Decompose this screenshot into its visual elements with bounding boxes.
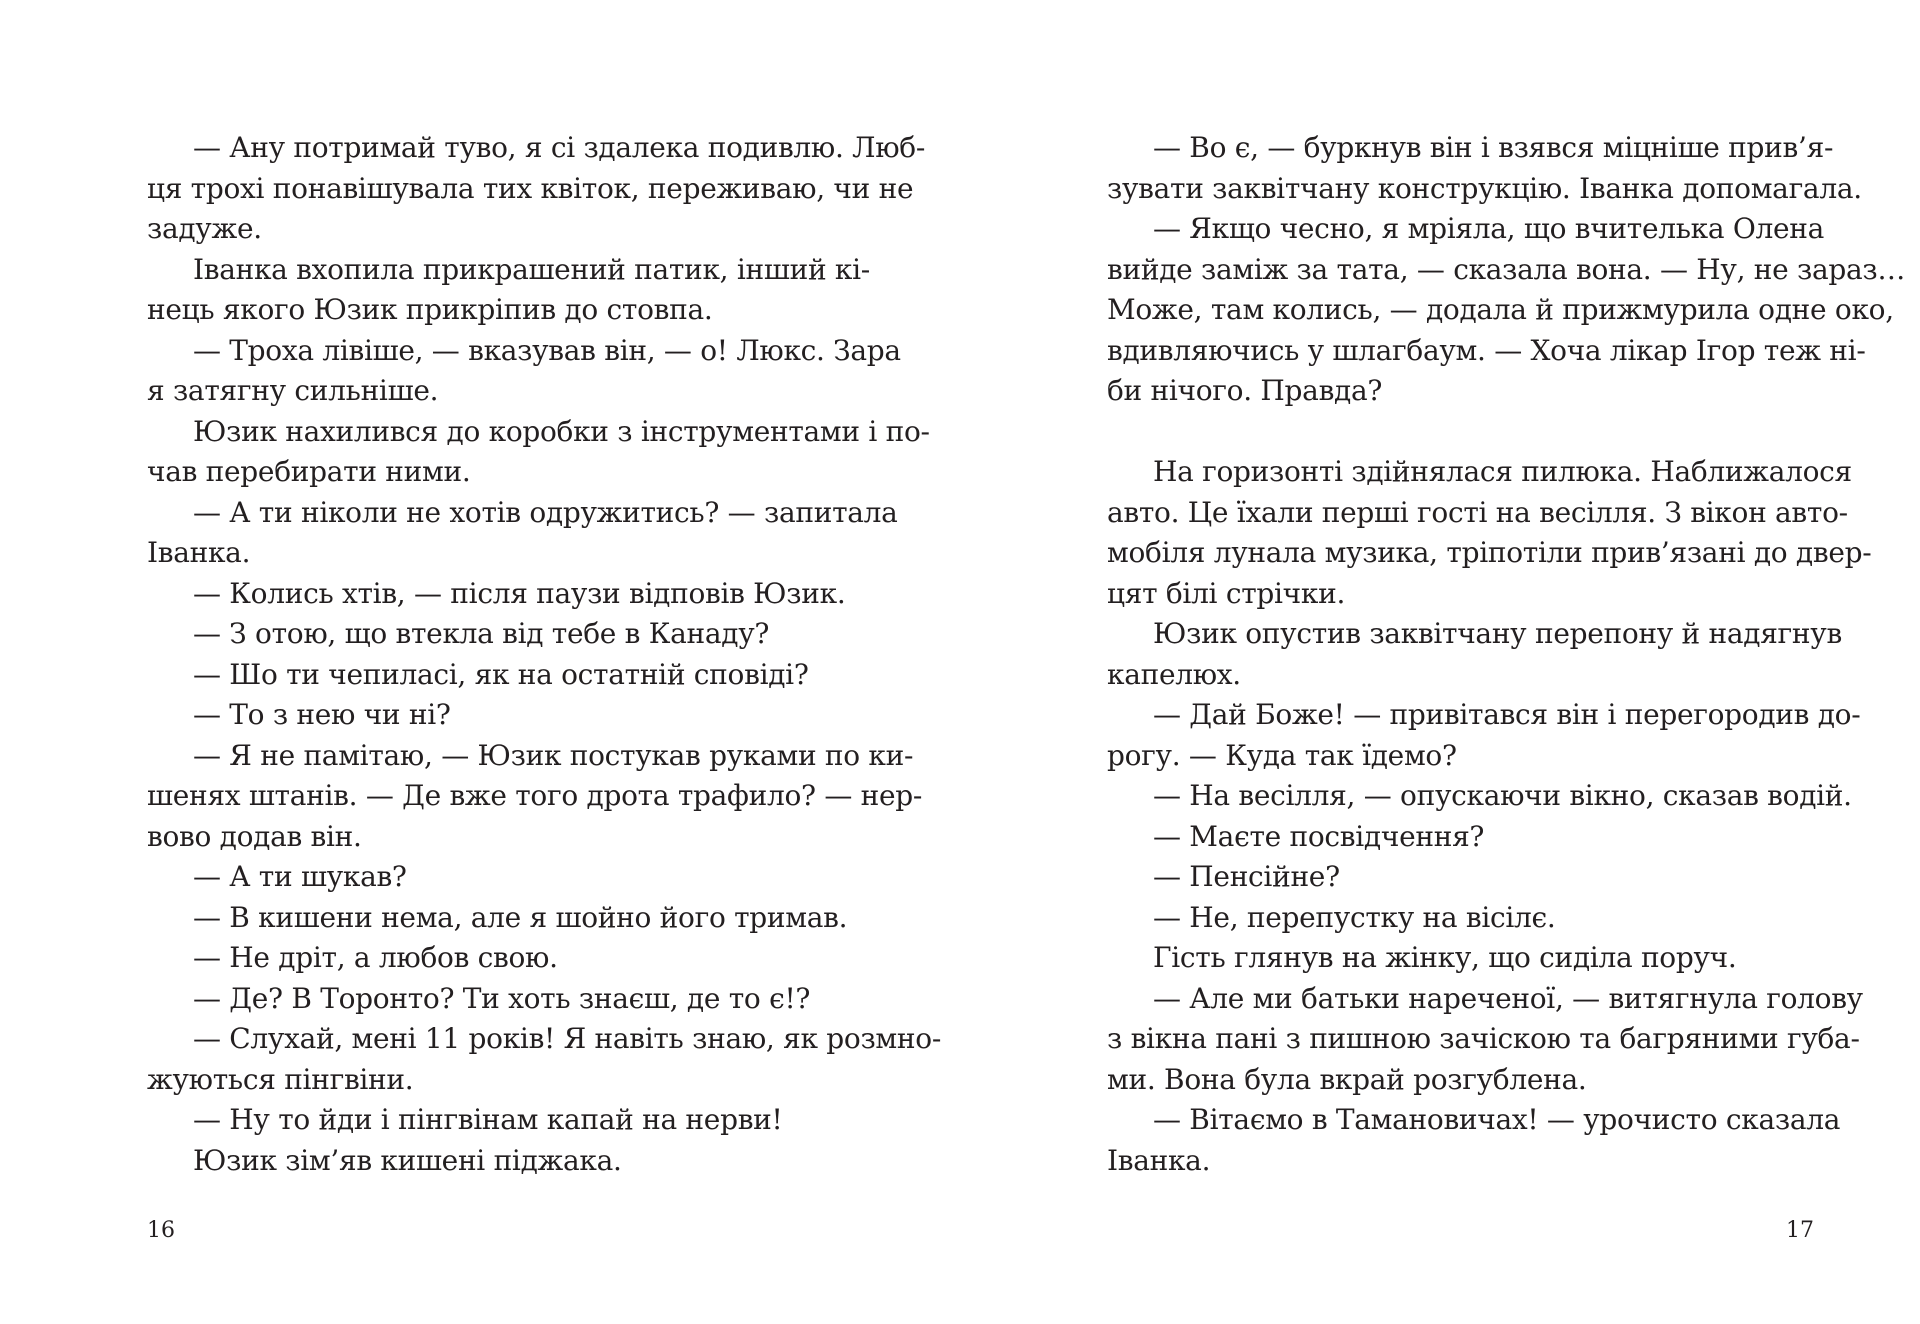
text-line: нець якого Юзик прикріпив до стовпа.	[147, 293, 713, 326]
text-line: Іванка.	[147, 536, 251, 569]
right-page-text	[1107, 128, 1906, 1181]
text-line: — То з нею чи ні?	[193, 698, 451, 731]
text-line: — Де? В Торонто? Ти хоть знаєш, де то є!?	[193, 981, 811, 1015]
text-line: ми. Вона була вкрай розгублена.	[1107, 1062, 1587, 1096]
text-line: вдивляючись у шлагбаум. — Хоча лікар Ігор теж ні-	[1107, 333, 1866, 367]
text-line: — Але ми батьки нареченої, — витягнула голову	[1153, 981, 1863, 1015]
text-line: з вікна пані з пишною зачіскою та багряними губа-	[1107, 1022, 1860, 1055]
text-line: — А ти ніколи не хотів одружитись? — запитала	[193, 495, 898, 529]
text-line: Юзик нахилився до коробки з інструментами і по-	[193, 414, 930, 448]
text-line: — Не дріт, а любов свою.	[193, 941, 558, 974]
section-break	[1107, 412, 1762, 453]
text-line: вово додав він.	[147, 819, 362, 853]
text-line: — Шо ти чепиласі, як на остатній сповіді?	[193, 657, 809, 691]
text-line: Юзик опустив заквітчану перепону й надягнув	[1153, 617, 1842, 650]
text-line: задуже.	[147, 212, 262, 245]
text-line: — Ану потримай туво, я сі здалека подивлю. Люб-	[193, 131, 926, 164]
text-line: Юзик зім’яв кишені піджака.	[193, 1143, 622, 1177]
text-line: мобіля лунала музика, тріпотіли прив’язані до двер-	[1107, 536, 1872, 569]
text-line: — В кишени нема, але я шойно його тримав.	[193, 900, 848, 934]
text-line: — З отою, що втекла від тебе в Канаду?	[193, 617, 770, 650]
text-line: чав перебирати ними.	[147, 455, 471, 488]
text-line: — Колись хтів, — після паузи відповів Юзик.	[193, 576, 846, 610]
left-page-text	[147, 128, 941, 1181]
text-line: би нічого. Правда?	[1107, 374, 1383, 407]
text-line: — На весілля, — опускаючи вікно, сказав водій.	[1153, 779, 1852, 812]
text-line: На горизонті здійнялася пилюка. Наближалося	[1153, 455, 1852, 488]
text-line: — Во є, — буркнув він і взявся міцніше прив’я-	[1153, 131, 1834, 164]
text-line: — Дай Боже! — привітався він і перегородив до-	[1153, 698, 1861, 731]
text-line: — Не, перепустку на вісілє.	[1153, 900, 1556, 934]
text-line: Може, там колись, — додала й прижмурила одне око,	[1107, 293, 1894, 326]
text-line: зувати заквітчану конструкцію. Іванка допомагала.	[1107, 171, 1862, 205]
text-line: капелюх.	[1107, 657, 1241, 691]
text-line: жуються пінгвіни.	[147, 1062, 414, 1096]
text-line: — Вітаємо в Тамановичах! — урочисто сказала	[1153, 1103, 1841, 1136]
text-line: Іванка.	[1107, 1143, 1211, 1177]
text-line: — Я не памітаю, — Юзик постукав руками по ки-	[193, 738, 914, 772]
text-line: авто. Це їхали перші гості на весілля. З вікон авто-	[1107, 495, 1848, 529]
text-line: я затягну сильніше.	[147, 374, 439, 407]
page-number-left: 16	[147, 1218, 175, 1243]
right-page	[960, 0, 1920, 1324]
text-line: Гість глянув на жінку, що сиділа поруч.	[1153, 941, 1737, 974]
page-number-right: 17	[1786, 1218, 1814, 1243]
text-line: — А ти шукав?	[193, 860, 407, 893]
text-line: — Якщо чесно, я мріяла, що вчителька Олена	[1153, 212, 1825, 245]
text-line: — Маєте посвідчення?	[1153, 819, 1485, 853]
text-line: ця трохі понавішувала тих квіток, переживаю, чи не	[147, 171, 914, 205]
text-line: — Ну то йди і пінгвінам капай на нерви!	[193, 1103, 783, 1136]
text-line: — Слухай, мені 11 років! Я навіть знаю, як розмно-	[193, 1022, 941, 1055]
text-line: цят білі стрічки.	[1107, 576, 1346, 610]
text-line: шенях штанів. — Де вже того дрота трафило? — нер-	[147, 779, 923, 812]
text-line: Іванка вхопила прикрашений патик, інший кі-	[193, 252, 870, 286]
text-line: вийде заміж за тата, — сказала вона. — Ну, не зараз…	[1107, 252, 1906, 286]
text-line: — Троха лівіше, — вказував він, — о! Люкс. Зара	[193, 333, 901, 367]
text-line: — Пенсійне?	[1153, 860, 1340, 893]
text-line: рогу. — Куда так їдемо?	[1107, 738, 1457, 772]
